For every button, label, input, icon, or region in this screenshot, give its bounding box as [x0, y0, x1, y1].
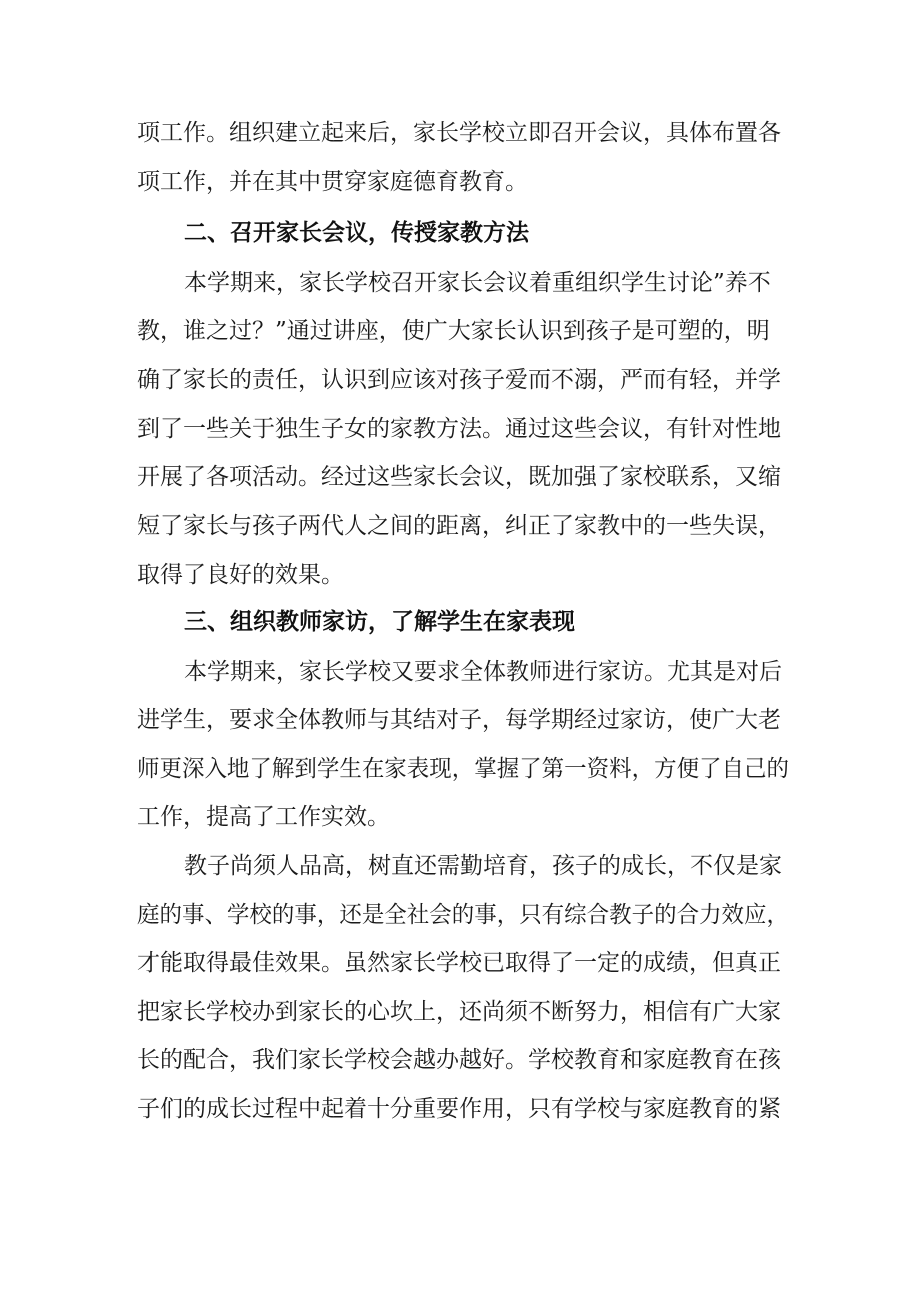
body-line: 取得了良好的效果。 [137, 562, 344, 588]
body-line: 开展了各项活动。经过这些家长会议，既加强了家校联系，又缩 [137, 464, 781, 490]
body-line: 短了家长与孩子两代人之间的距离，纠正了家教中的一些失误， [137, 513, 781, 539]
body-line: 确了家长的责任，认识到应该对孩子爱而不溺，严而有轻，并学 [137, 367, 781, 393]
body-line: 本学期来，家长学校召开家长会议着重组织学生讨论”养不 [184, 270, 771, 296]
body-line: 子们的成长过程中起着十分重要作用，只有学校与家庭教育的紧 [137, 1096, 781, 1122]
body-line: 本学期来，家长学校又要求全体教师进行家访。尤其是对后 [184, 659, 782, 685]
body-line: 到了一些关于独生子女的家教方法。通过这些会议，有针对性地 [137, 416, 781, 442]
body-line: 师更深入地了解到学生在家表现，掌握了第一资料，方便了自己的 [137, 756, 789, 782]
body-line: 才能取得最佳效果。虽然家长学校已取得了一定的成绩，但真正 [137, 950, 781, 976]
body-line: 庭的事、学校的事，还是全社会的事，只有综合教子的合力效应， [137, 902, 789, 928]
body-line: 长的配合，我们家长学校会越办越好。学校教育和家庭教育在孩 [137, 1047, 781, 1073]
body-line: 教子尚须人品高，树直还需勤培育，孩子的成长，不仅是家 [184, 853, 782, 879]
section-heading-2: 二、召开家长会议，传授家教方法 [184, 220, 529, 246]
body-line: 把家长学校办到家长的心坎上，还尚须不断努力，相信有广大家 [137, 999, 781, 1025]
body-line: 进学生，要求全体教师与其结对子，每学期经过家访，使广大老 [137, 707, 781, 733]
body-line: 项工作。组织建立起来后，家长学校立即召开会议，具体布置各 [137, 120, 781, 146]
body-line: 工作，提高了工作实效。 [137, 804, 390, 830]
body-line: 教，谁之过？”通过讲座，使广大家长认识到孩子是可塑的，明 [137, 318, 770, 344]
body-line: 项工作，并在其中贯穿家庭德育教育。 [137, 169, 528, 195]
section-heading-3: 三、组织教师家访，了解学生在家表现 [184, 609, 575, 635]
